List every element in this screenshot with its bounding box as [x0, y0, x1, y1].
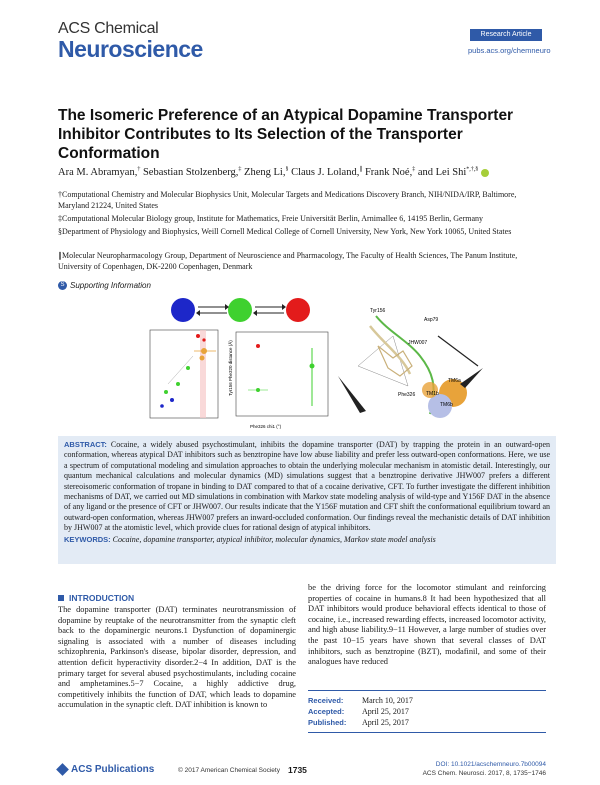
- scatter-plot-2: [236, 332, 328, 416]
- acs-logo-text: ACS Publications: [71, 764, 155, 775]
- abstract-label: ABSTRACT:: [64, 440, 107, 449]
- accepted-label: Accepted:: [308, 707, 345, 716]
- article-title: The Isomeric Preference of an Atypical Dopamine Transporter Inhibitor Contributes to Its Selection of the Transporter Conformation: [58, 107, 514, 162]
- transition-arrow-1: [196, 304, 229, 316]
- supporting-info-label: Supporting Information: [70, 281, 151, 290]
- scatter-plot-1: [150, 330, 218, 418]
- accepted-date: April 25, 2017: [362, 707, 409, 716]
- label-tm1b: TM1b: [426, 391, 439, 397]
- abstract-box: [58, 436, 556, 564]
- supporting-info-icon: S: [58, 281, 67, 290]
- section-marker-icon: [58, 595, 64, 601]
- label-phe326: Phe326: [398, 392, 416, 398]
- arrow-right: [460, 368, 483, 388]
- author-name[interactable]: Sebastian Stolzenberg,: [142, 167, 239, 178]
- author-list: [58, 167, 548, 178]
- supporting-information-link[interactable]: [58, 281, 151, 290]
- affiliation: ‡Computational Molecular Biology group, Institute for Mathematics, Freie Universität Berlin, Arnimallee 6, 14195 Berlin, Germany: [58, 214, 484, 223]
- author-affil-mark: §: [285, 166, 289, 173]
- label-jhw007: JHW007: [408, 340, 428, 346]
- abstract-text: Cocaine, a widely abused psychostimulant, inhibits the dopamine transporter (DAT) by trapping the protein in an outward-open conformation, whereas atypical DAT inhibitors such as benztropine have low abuse liability and prefer less outward-open conformations. Here, we use a spectrum of computational modeling and simulation approaches to obtain the underlying molecular mechanism in atomistic detail. Interestingly, our quantum mechanical calculations and molecular dynamics (MD) simulations suggest that a benztropine derivative JHW007 prefers a different stereoisomeric conformation of tropane in binding to DAT compared to that of a cocaine derivative, CFT. To further investigate the different inhibition mechanisms of DAT, we carried out MD simulations in combination with Markov state modeling analysis of wild-type and Y156F DAT in the absence of any ligand or the presence of CFT or JHW007. Our results indicate that the Y156F mutation and CFT shift the conformational equilibrium toward an outward-open conformation, whereas JHW007 prefers an inward-occluded conformation. Our findings reveal the mechanistic details of DAT inhibition by JHW007 at the atomistic level, which provide clues for rational design of atypical inhibitors.: [64, 440, 551, 533]
- acs-logo-icon: [56, 763, 69, 776]
- journal-name-line2: Neuroscience: [58, 36, 203, 62]
- structure-panel: [338, 316, 483, 418]
- author-name[interactable]: and Lei Shi: [417, 167, 467, 178]
- received-date: March 10, 2017: [362, 696, 413, 705]
- orcid-icon[interactable]: [481, 169, 489, 177]
- published-label: Published:: [308, 718, 347, 727]
- section-heading-text: INTRODUCTION: [69, 593, 135, 603]
- author-affil-mark: ‡: [412, 166, 416, 173]
- plot2-xlabel: Phe326 chi1 (°): [250, 424, 282, 429]
- label-tm6b: TM6b: [440, 402, 453, 408]
- publication-history: [308, 690, 546, 733]
- published-row: [308, 717, 546, 728]
- author-affil-mark: ‡: [238, 166, 242, 173]
- label-tm6a: TM6a: [448, 378, 461, 384]
- author-affil-mark: *,†,§: [466, 166, 479, 173]
- section-heading: [58, 593, 134, 603]
- citation: ACS Chem. Neurosci. 2017, 8, 1735−1746: [422, 769, 546, 777]
- author-affil-mark: †: [137, 166, 141, 173]
- body-column-left: The dopamine transporter (DAT) terminates neurotransmission of dopamine by reuptake of the neurotransmitter from the synaptic cleft back to the dopaminergic neurons.1 Dysfunction of dopaminergic signaling is associated with a number of diseases including schizophrenia, Parkinson's disease, bipolar disorder, depression, and attention deficit hyperactivity disorder.2−4 In addition, DAT is the primary target for several abused psychostimulants, including cocaine and amphetamines.5−7 Cocaine, a highly addictive drug, competitively inhibits the function of DAT, which leads to dopamine accumulation in the synaptic cleft. DAT inhibition is known to: [58, 605, 296, 710]
- state-circle-red: [286, 298, 310, 322]
- journal-url-link[interactable]: pubs.acs.org/chemneuro: [468, 46, 551, 55]
- author-affil-mark: ∥: [359, 166, 363, 173]
- label-asp79: Asp79: [424, 317, 439, 323]
- article-type-badge: Research Article: [470, 29, 542, 41]
- author-name[interactable]: Claus J. Loland,: [291, 167, 360, 178]
- graphical-abstract: [108, 296, 548, 436]
- state-circle-blue: [171, 298, 195, 322]
- doi-link[interactable]: DOI: 10.1021/acschemneuro.7b00094: [435, 761, 546, 768]
- accepted-row: [308, 706, 546, 717]
- author-name[interactable]: Ara M. Abramyan,: [58, 167, 138, 178]
- doi-block: [420, 761, 546, 778]
- acs-publications-logo[interactable]: [58, 764, 154, 775]
- body-column-right: be the driving force for the locomotor stimulant and reinforcing properties of cocaine in humans.8 It had been hypothesized that all DAT inhibitors would produce behavioral effects identical to those of cocaine, i.e., increased rewarding effects, increased locomotor activity, and high abuse liability.9−11 However, a large number of studies over the past 10−15 years have shown that several classes of DAT inhibitors, such as benztropine (BZT), modafinil, and some of their analogues have reduced: [308, 583, 546, 667]
- author-name[interactable]: Zheng Li,: [244, 167, 286, 178]
- affiliation: §Department of Physiology and Biophysics, Weill Cornell Medical College of Cornell University, New York, New York 10065, United States: [58, 227, 512, 236]
- keywords-values: Cocaine, dopamine transporter, atypical inhibitor, molecular dynamics, Markov state model analysis: [112, 534, 436, 544]
- copyright: © 2017 American Chemical Society: [178, 767, 280, 774]
- label-tyr156: Tyr156: [370, 308, 386, 314]
- received-label: Received:: [308, 696, 344, 705]
- transition-arrow-2: [253, 304, 286, 316]
- received-row: [308, 695, 546, 706]
- keywords-line: [64, 535, 550, 545]
- page-number: 1735: [288, 765, 307, 775]
- affiliation: ∥Molecular Neuropharmacology Group, Department of Neuroscience and Pharmacology, The Faculty of Health Sciences, The Panum Institute, University of Copenhagen, DK-2200 Copenhagen, Denmark: [58, 251, 518, 271]
- arrow-left: [338, 376, 366, 413]
- keywords-label: KEYWORDS:: [64, 534, 111, 544]
- journal-name-line1: ACS Chemical: [58, 20, 159, 37]
- plot2-ylabel: Tyr156 Phe320 distance (Å): [228, 340, 233, 396]
- affiliation: †Computational Chemistry and Molecular Biophysics Unit, Molecular Targets and Medications Discovery Branch, NIH/NIDA/IRP, Baltimore, Maryland 21224, United States: [58, 190, 517, 210]
- published-date: April 25, 2017: [362, 718, 409, 727]
- state-circle-green: [228, 298, 252, 322]
- author-name[interactable]: Frank Noé,: [364, 167, 413, 178]
